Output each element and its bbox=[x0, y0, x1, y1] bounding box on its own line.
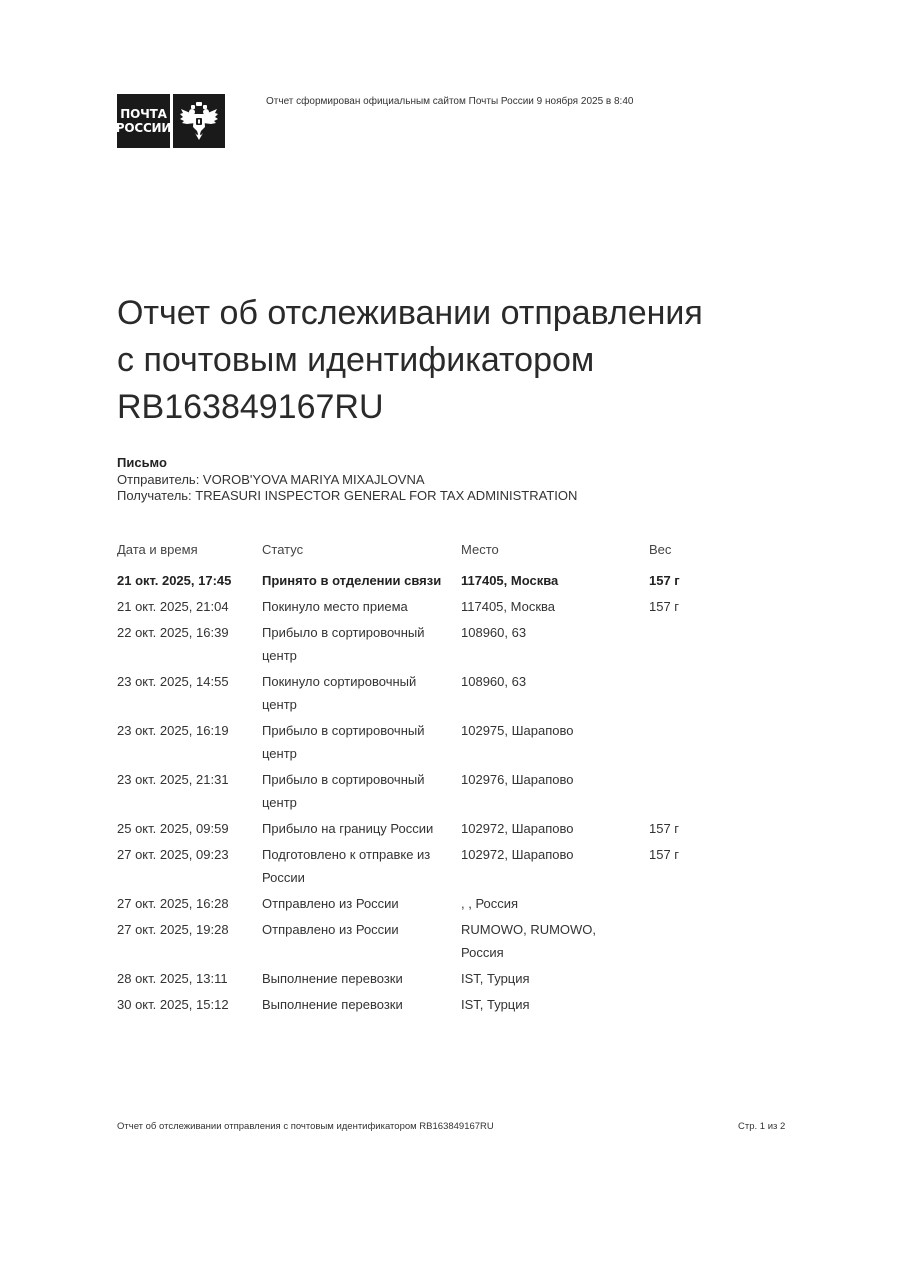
row-weight bbox=[649, 918, 749, 964]
row-weight: 157 г bbox=[649, 847, 680, 862]
row-date: 23 окт. 2025, 16:19 bbox=[117, 723, 229, 738]
sender: Отправитель: VOROB'YOVA MARIYA MIXAJLOVNA bbox=[117, 471, 425, 487]
row-date: 27 окт. 2025, 16:28 bbox=[117, 896, 229, 911]
row-date: 30 окт. 2025, 15:12 bbox=[117, 997, 229, 1012]
row-place: RUMOWO, RUMOWO, Россия bbox=[461, 922, 597, 960]
row-date: 27 окт. 2025, 09:23 bbox=[117, 847, 229, 862]
row-weight bbox=[649, 892, 749, 915]
row-place: IST, Турция bbox=[461, 997, 530, 1012]
row-weight bbox=[649, 768, 749, 814]
row-status: Прибыло в сортировочный центр bbox=[262, 723, 425, 761]
logo-line-2: РОССИИ bbox=[115, 121, 172, 135]
logo-line-1: ПОЧТА bbox=[120, 107, 167, 121]
header-weight: Вес bbox=[649, 542, 672, 557]
row-weight: 157 г bbox=[649, 821, 680, 836]
table-row bbox=[117, 993, 797, 1016]
table-row bbox=[117, 569, 797, 592]
row-date: 23 окт. 2025, 21:31 bbox=[117, 772, 229, 787]
table-row bbox=[117, 595, 797, 618]
logo-wordmark bbox=[117, 94, 170, 148]
russian-post-logo bbox=[117, 94, 225, 148]
table-row bbox=[117, 719, 797, 765]
row-place: 102976, Шарапово bbox=[461, 772, 574, 787]
row-place: 117405, Москва bbox=[461, 599, 556, 614]
table-row bbox=[117, 843, 797, 889]
row-status: Покинуло сортировочный центр bbox=[262, 674, 417, 712]
table-header bbox=[117, 538, 797, 561]
header-date: Дата и время bbox=[117, 542, 198, 557]
table-row bbox=[117, 817, 797, 840]
row-status: Подготовлено к отправке из России bbox=[262, 847, 431, 885]
tracking-number: RB163849167RU bbox=[117, 388, 384, 426]
row-weight: 157 г bbox=[649, 573, 680, 588]
shipment-info bbox=[117, 455, 577, 505]
table-row bbox=[117, 967, 797, 990]
row-place: 117405, Москва bbox=[461, 573, 559, 588]
page-number: Стр. 1 из 2 bbox=[738, 1121, 786, 1132]
row-date: 21 окт. 2025, 17:45 bbox=[117, 573, 232, 588]
row-status: Прибыло на границу России bbox=[262, 821, 434, 836]
row-status: Отправлено из России bbox=[262, 896, 399, 911]
row-place: 108960, 63 bbox=[461, 674, 527, 689]
table-row bbox=[117, 892, 797, 915]
title-line-1: Отчет об отслеживании отправления bbox=[117, 294, 703, 332]
row-date: 21 окт. 2025, 21:04 bbox=[117, 599, 229, 614]
row-weight: 157 г bbox=[649, 599, 680, 614]
row-date: 27 окт. 2025, 19:28 bbox=[117, 922, 229, 937]
row-status: Принято в отделении связи bbox=[262, 573, 442, 588]
table-row bbox=[117, 621, 797, 667]
row-place: 108960, 63 bbox=[461, 625, 527, 640]
row-weight bbox=[649, 670, 749, 716]
row-weight bbox=[649, 719, 749, 765]
header-status: Статус bbox=[262, 542, 304, 557]
row-status: Отправлено из России bbox=[262, 922, 399, 937]
row-place: 102972, Шарапово bbox=[461, 847, 574, 862]
table-row bbox=[117, 670, 797, 716]
double-headed-eagle-icon bbox=[173, 94, 225, 148]
row-date: 25 окт. 2025, 09:59 bbox=[117, 821, 229, 836]
row-place: 102975, Шарапово bbox=[461, 723, 574, 738]
report-generated-note: Отчет сформирован официальным сайтом Почты России 9 ноября 2025 в 8:40 bbox=[266, 96, 634, 107]
row-place: 102972, Шарапово bbox=[461, 821, 574, 836]
table-row bbox=[117, 768, 797, 814]
row-weight bbox=[649, 967, 749, 990]
row-date: 22 окт. 2025, 16:39 bbox=[117, 625, 229, 640]
row-status: Прибыло в сортировочный центр bbox=[262, 772, 425, 810]
title-line-2: с почтовым идентификатором bbox=[117, 341, 595, 379]
row-status: Выполнение перевозки bbox=[262, 971, 403, 986]
row-status: Выполнение перевозки bbox=[262, 997, 403, 1012]
row-status: Покинуло место приема bbox=[262, 599, 408, 614]
row-date: 28 окт. 2025, 13:11 bbox=[117, 971, 228, 986]
tracking-table bbox=[117, 538, 797, 1016]
row-weight bbox=[649, 993, 749, 1016]
row-place: IST, Турция bbox=[461, 971, 530, 986]
recipient: Получатель: TREASURI INSPECTOR GENERAL FOR TAX ADMINISTRATION bbox=[117, 488, 578, 503]
row-status: Прибыло в сортировочный центр bbox=[262, 625, 425, 663]
row-place: , , Россия bbox=[461, 896, 519, 911]
row-date: 23 окт. 2025, 14:55 bbox=[117, 674, 229, 689]
page-title bbox=[117, 290, 817, 431]
shipment-type: Письмо bbox=[117, 455, 167, 470]
header-place: Место bbox=[461, 542, 499, 557]
table-row bbox=[117, 918, 797, 964]
row-weight bbox=[649, 621, 749, 667]
footer-title: Отчет об отслеживании отправления с почтовым идентификатором RB163849167RU bbox=[117, 1121, 494, 1132]
